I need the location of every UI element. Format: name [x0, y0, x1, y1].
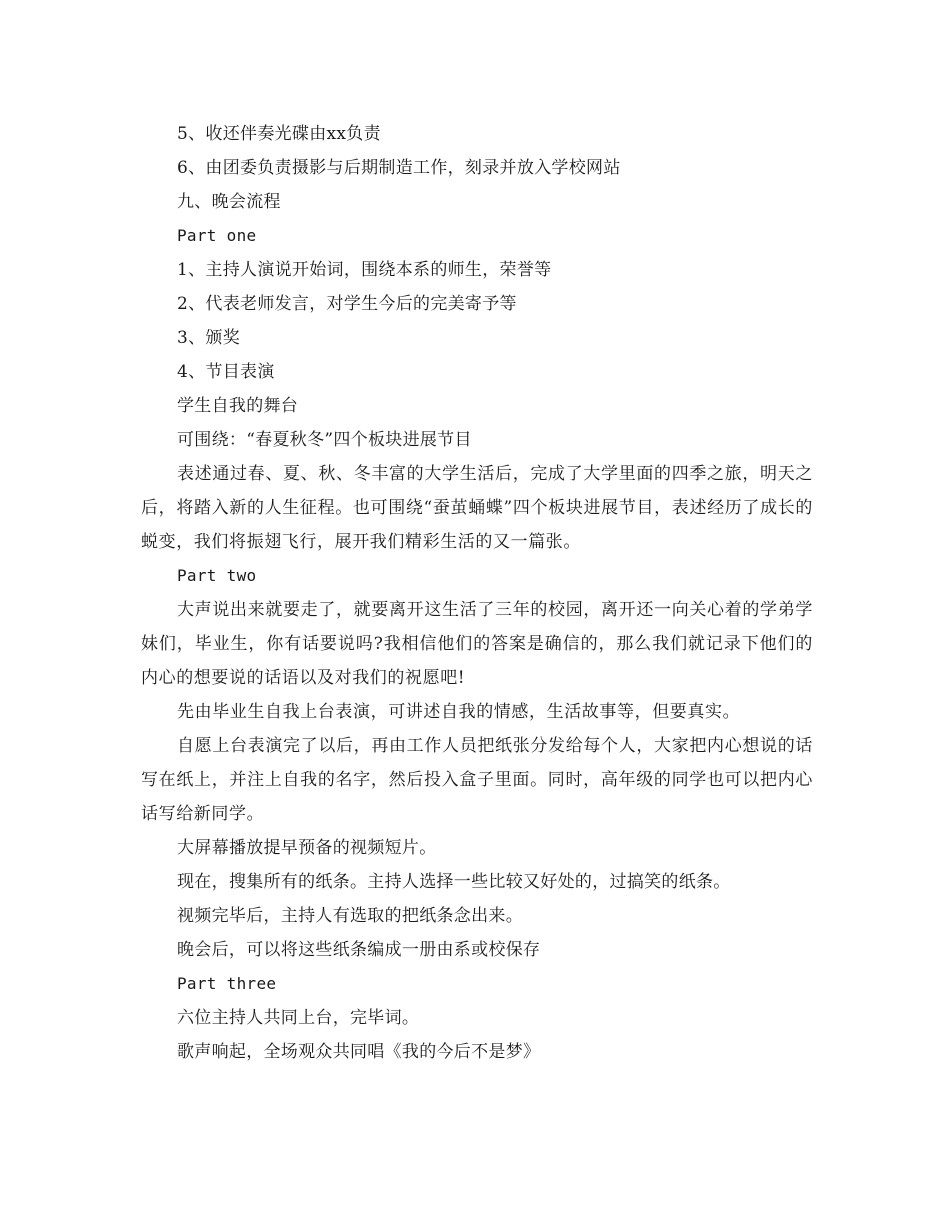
song-line: 歌声响起，全场观众共同唱《我的今后不是梦》: [177, 1042, 541, 1062]
flow-item-1: 1、主持人演说开始词，围绕本系的师生，荣誉等: [177, 260, 552, 280]
flow-item-4: 4、节目表演: [177, 362, 275, 382]
item-5-cd-return: 5、收还伴奏光碟由xx负责: [177, 124, 381, 144]
part-three-heading: Part three: [177, 974, 277, 993]
flow-item-3: 3、颁奖: [177, 328, 241, 348]
section-heading-party-flow: 九、晚会流程: [177, 192, 281, 212]
student-stage-heading: 学生自我的舞台: [177, 396, 299, 416]
read-notes-line: 视频完毕后，主持人有选取的把纸条念出来。: [177, 906, 523, 926]
seasons-theme-line: 可围绕：“春夏秋冬”四个板块进展节目: [177, 430, 472, 450]
document-body: [141, 117, 813, 1069]
flow-item-2: 2、代表老师发言，对学生今后的完美寄予等: [177, 294, 517, 314]
seasons-paragraph: 表述通过春、夏、秋、冬丰富的大学生活后，完成了大学里面的四季之旅，明天之后，将踏入新的人生征程。也可围绕“蚕茧蛹蝶”四个板块进展节目，表述经历了成长的蜕变，我们将振翅飞行，展开我们精彩生活的又一篇张。: [141, 464, 813, 552]
hosts-closing-line: 六位主持人共同上台，完毕词。: [177, 1008, 420, 1028]
part-one-heading: Part one: [177, 226, 257, 245]
save-notes-line: 晚会后，可以将这些纸条编成一册由系或校保存: [177, 940, 541, 960]
collect-notes-line: 现在，搜集所有的纸条。主持人选择一些比较又好处的，过搞笑的纸条。: [177, 872, 731, 892]
speak-out-paragraph: 大声说出来就要走了，就要离开这生活了三年的校园，离开还一向关心着的学弟学妹们，毕业生，你有话要说吗?我相信他们的答案是确信的，那么我们就记录下他们的内心的想要说的话语以及对我们的祝愿吧!: [141, 600, 813, 688]
part-two-heading: Part two: [177, 566, 257, 585]
paper-notes-paragraph: 自愿上台表演完了以后，再由工作人员把纸张分发给每个人，大家把内心想说的话写在纸上，并注上自我的名字，然后投入盒子里面。同时，高年级的同学也可以把内心话写给新同学。: [141, 736, 813, 824]
video-line: 大屏幕播放提早预备的视频短片。: [177, 838, 437, 858]
item-6-photography: 6、由团委负责摄影与后期制造工作，刻录并放入学校网站: [177, 158, 621, 178]
graduate-performance-paragraph: 先由毕业生自我上台表演，可讲述自我的情感，生活故事等，但要真实。: [177, 702, 741, 722]
